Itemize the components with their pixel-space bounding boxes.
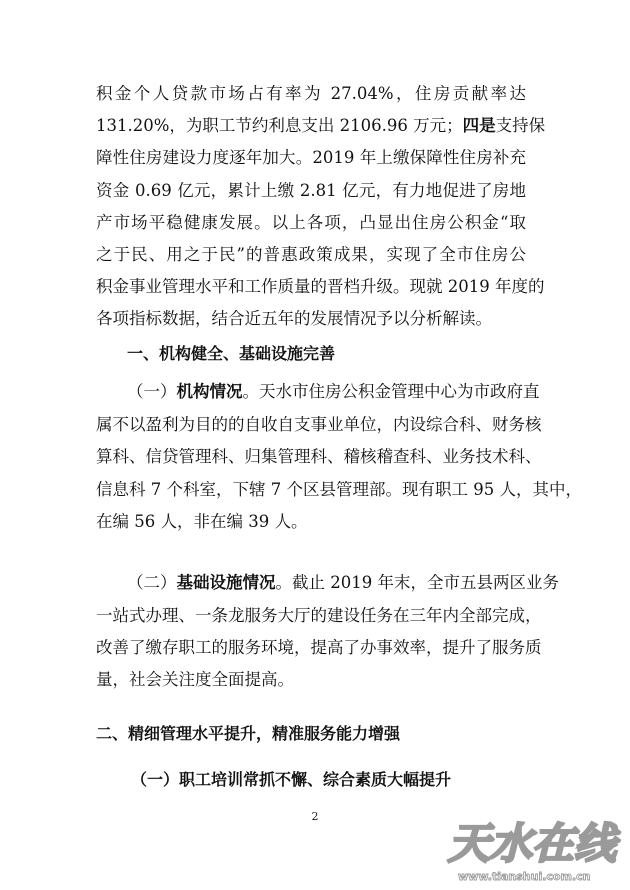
text-line: 信息科 7 个科室，下辖 7 个区县管理部。现有职工 95 人，其中， <box>96 480 582 499</box>
text-line: 各项指标数据，结合近五年的发展情况予以分析解读。 <box>96 309 492 328</box>
text-line: 资金 0.69 亿元，累计上缴 2.81 亿元，有力地促进了房地 <box>96 181 526 200</box>
text-line: 改善了缴存职工的服务环境，提高了办事效率，提升了服务质 <box>96 638 542 657</box>
watermark-logo <box>440 800 625 886</box>
text-line: 131.20%，为职工节约利息支出 2106.96 万元；四是支持保 <box>96 116 546 135</box>
text-line: 积金事业管理水平和工作质量的晋档升级。现就 2019 年度的 <box>96 277 545 296</box>
text-line: 产市场平稳健康发展。以上各项，凸显出住房公积金“取 <box>96 213 526 232</box>
page-number: 2 <box>311 810 319 823</box>
text-line: 算科、信贷管理科、归集管理科、稽核稽查科、业务技术科、 <box>96 447 542 466</box>
text-line: （一）机构情况。天水市住房公积金管理中心为市政府直 <box>127 382 540 401</box>
watermark-url: www.tianshui.com.cn <box>458 870 591 883</box>
text-line: 积金个人贷款市场占有率为 27.04%，住房贡献率达 <box>96 84 526 103</box>
text-line: 属不以盈利为目的的自收自支事业单位，内设综合科、财务核 <box>96 415 542 434</box>
text-line: 障性住房建设力度逐年加大。2019 年上缴保障性住房补充 <box>96 148 526 167</box>
section-heading: 二、精细管理水平提升，精准服务能力增强 <box>96 724 401 743</box>
text-line: 一站式办理、一条龙服务大厅的建设任务在三年内全部完成， <box>96 606 542 625</box>
text-line: （二）基础设施情况。截止 2019 年末，全市五县两区业务 <box>127 573 559 592</box>
text-line: 量，社会关注度全面提高。 <box>96 670 294 689</box>
section-heading: 一、机构健全、基础设施完善 <box>127 344 336 363</box>
text-line: 之于民、用之于民”的普惠政策成果，实现了全市住房公 <box>96 245 526 264</box>
subsection-heading: （一）职工培训常抓不懈、综合素质大幅提升 <box>131 770 452 789</box>
watermark-brand: 天水在线 <box>448 819 617 868</box>
text-line: 在编 56 人，非在编 39 人。 <box>96 512 308 531</box>
